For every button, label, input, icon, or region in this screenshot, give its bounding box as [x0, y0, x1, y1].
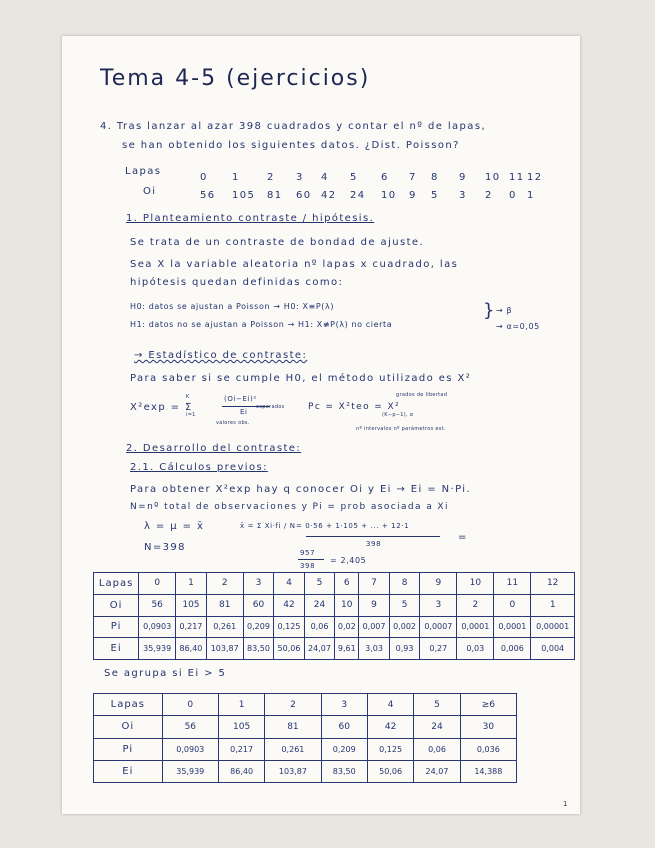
- mean-tail: =: [458, 532, 468, 543]
- cell-pi: 0,002: [389, 616, 420, 638]
- cell-lapas: ≥6: [460, 694, 516, 716]
- cell-pi: 0,0001: [494, 616, 531, 638]
- cell-oi: 2: [457, 594, 494, 616]
- cell-ei: 103,87: [206, 638, 243, 660]
- row-label-ei: Ei: [94, 760, 163, 782]
- data-table-oi-cell: 0: [509, 190, 517, 201]
- table-row: [94, 573, 575, 595]
- cell-lapas: 5: [304, 573, 335, 595]
- statistic-heading: → Estadístico de contraste:: [134, 350, 308, 361]
- formula-note-observed: valores obs.: [216, 420, 250, 426]
- cell-oi: 0: [494, 594, 531, 616]
- problem-line-1: 4. Tras lanzar al azar 398 cuadrados y contar el nº de lapas,: [100, 121, 487, 132]
- row-label-lapas: Lapas: [94, 573, 139, 595]
- data-table-oi-cell: 60: [296, 190, 312, 201]
- data-table-lapas-cell: 4: [321, 172, 329, 183]
- cell-oi: 3: [420, 594, 457, 616]
- formula-left: X²exp = Σ: [130, 402, 193, 413]
- degrees-of-freedom-note: grados de libertad: [396, 392, 448, 398]
- data-table-lapas-cell: 5: [350, 172, 358, 183]
- data-table-lapas-cell: 3: [296, 172, 304, 183]
- frequency-table: [93, 572, 575, 660]
- row-label-pi: Pi: [94, 738, 163, 760]
- statistic-line-1: Para saber si se cumple H0, el método utilizado es X²: [130, 373, 472, 384]
- cell-ei: 103,87: [265, 760, 321, 782]
- cell-ei: 0,03: [457, 638, 494, 660]
- cell-oi: 81: [206, 594, 243, 616]
- page-number: 1: [563, 800, 568, 808]
- cell-lapas: 3: [243, 573, 274, 595]
- table-row: [94, 738, 517, 760]
- data-table-lapas-cell: 8: [431, 172, 439, 183]
- data-table-lapas-cell: 1: [232, 172, 240, 183]
- cell-lapas: 11: [494, 573, 531, 595]
- cell-ei: 50,06: [274, 638, 305, 660]
- brace-icon: }: [483, 300, 495, 321]
- cell-lapas: 12: [531, 573, 575, 595]
- cell-ei: 3,03: [359, 638, 390, 660]
- data-table-oi-cell: 9: [409, 190, 417, 201]
- table-row: [94, 638, 575, 660]
- beta-note: → β: [496, 306, 513, 315]
- cell-pi: 0,261: [206, 616, 243, 638]
- cell-ei: 24,07: [414, 760, 460, 782]
- cell-oi: 56: [139, 594, 176, 616]
- cell-ei: 83,50: [243, 638, 274, 660]
- section1-heading: 1. Planteamiento contraste / hipótesis.: [126, 213, 375, 224]
- cell-pi: 0,06: [414, 738, 460, 760]
- table-row: [94, 760, 517, 782]
- formula-note-expected: esperados: [256, 404, 285, 410]
- cell-ei: 50,06: [367, 760, 413, 782]
- row-label-pi: Pi: [94, 616, 139, 638]
- cell-oi: 105: [218, 716, 264, 738]
- cell-ei: 86,40: [218, 760, 264, 782]
- cell-pi: 0,0007: [420, 616, 457, 638]
- cell-lapas: 1: [218, 694, 264, 716]
- mean-fraction-bar: [306, 536, 440, 537]
- data-table-lapas-cell: 7: [409, 172, 417, 183]
- cell-lapas: 4: [274, 573, 305, 595]
- chi-square-formula: [130, 392, 510, 438]
- cell-lapas: 7: [359, 573, 390, 595]
- data-table-oi-cell: 56: [200, 190, 216, 201]
- formula-sup: K: [186, 394, 190, 400]
- mean-result: = 2,405: [330, 556, 367, 565]
- section2-sub: 2.1. Cálculos previos:: [130, 462, 268, 473]
- data-table-oi-cell: 3: [459, 190, 467, 201]
- cell-lapas: 2: [265, 694, 321, 716]
- row-label-oi: Oi: [94, 716, 163, 738]
- cell-ei: 0,004: [531, 638, 575, 660]
- cell-pi: 0,007: [359, 616, 390, 638]
- problem-line-2: se han obtenido los siguientes datos. ¿Dist. Poisson?: [122, 140, 460, 151]
- section1-p1: Se trata de un contraste de bondad de ajuste.: [130, 237, 425, 248]
- data-table-lapas-cell: 6: [381, 172, 389, 183]
- formula-right-sub: (K−p−1), α: [382, 412, 414, 418]
- data-table-oi-cell: 24: [350, 190, 366, 201]
- cell-oi: 9: [359, 594, 390, 616]
- data-table-lapas-cell: 12: [527, 172, 543, 183]
- cell-ei: 14,388: [460, 760, 516, 782]
- cell-pi: 0,036: [460, 738, 516, 760]
- cell-ei: 35,939: [139, 638, 176, 660]
- group-note: Se agrupa si Ei > 5: [104, 668, 227, 679]
- mean-eq-1-den: 398: [366, 540, 382, 548]
- section1-p2: Sea X la variable aleatoria nº lapas x cuadrado, las: [130, 259, 459, 270]
- data-table: [125, 166, 555, 206]
- formula-sub: i=1: [186, 412, 196, 418]
- row-label-lapas: Lapas: [94, 694, 163, 716]
- section2-p1: Para obtener X²exp hay q conocer Oi y Ei → Ei = N·Pi.: [130, 484, 472, 495]
- cell-ei: 0,006: [494, 638, 531, 660]
- cell-lapas: 2: [206, 573, 243, 595]
- section2-p2: N=nº total de observaciones y Pi = prob asociada a Xi: [130, 502, 449, 512]
- section2-heading: 2. Desarrollo del contraste:: [126, 443, 302, 454]
- mean-eq-2-num: 957: [300, 549, 316, 557]
- data-table-lapas-cell: 2: [267, 172, 275, 183]
- data-table-row-label-lapas: Lapas: [125, 166, 162, 177]
- data-table-oi-cell: 5: [431, 190, 439, 201]
- data-table-lapas-cell: 11: [509, 172, 525, 183]
- row-label-ei: Ei: [94, 638, 139, 660]
- cell-ei: 86,40: [176, 638, 207, 660]
- cell-ei: 9,61: [335, 638, 359, 660]
- data-table-lapas-cell: 10: [485, 172, 501, 183]
- data-table-oi-cell: 81: [267, 190, 283, 201]
- cell-pi: 0,06: [304, 616, 335, 638]
- cell-ei: 0,93: [389, 638, 420, 660]
- data-table-lapas-cell: 0: [200, 172, 208, 183]
- cell-oi: 42: [367, 716, 413, 738]
- table-row: [94, 716, 517, 738]
- alpha-note: → α=0,05: [496, 322, 540, 331]
- cell-pi: 0,00001: [531, 616, 575, 638]
- mean-eq-1: = 0·56 + 1·105 + ... + 12·1: [296, 522, 410, 530]
- cell-pi: 0,217: [218, 738, 264, 760]
- cell-pi: 0,0903: [162, 738, 218, 760]
- data-table-oi-cell: 105: [232, 190, 256, 201]
- table-row: [94, 694, 517, 716]
- cell-lapas: 8: [389, 573, 420, 595]
- cell-lapas: 0: [162, 694, 218, 716]
- grouped-table: [93, 693, 517, 783]
- data-table-oi-cell: 2: [485, 190, 493, 201]
- cell-oi: 60: [243, 594, 274, 616]
- cell-lapas: 9: [420, 573, 457, 595]
- lambda-eq: λ = μ = x̄: [144, 521, 205, 532]
- cell-oi: 81: [265, 716, 321, 738]
- cell-pi: 0,02: [335, 616, 359, 638]
- cell-lapas: 4: [367, 694, 413, 716]
- formula-right-note: nº intervalos nº parámetros est.: [356, 426, 446, 432]
- cell-pi: 0,0001: [457, 616, 494, 638]
- formula-right: Pc = X²teo = X²: [308, 402, 401, 412]
- data-table-oi-cell: 10: [381, 190, 397, 201]
- cell-oi: 56: [162, 716, 218, 738]
- formula-numerator: (Oi−Ei)²: [224, 395, 257, 403]
- xbar-formula: x̄ = Σ Xi·fi / N: [240, 522, 296, 530]
- cell-ei: 83,50: [321, 760, 367, 782]
- cell-oi: 24: [414, 716, 460, 738]
- cell-oi: 105: [176, 594, 207, 616]
- table-row: [94, 616, 575, 638]
- data-table-row-label-oi: Oi: [143, 186, 157, 197]
- cell-pi: 0,0903: [139, 616, 176, 638]
- page-title: Tema 4-5 (ejercicios): [100, 66, 371, 91]
- table-row: [94, 594, 575, 616]
- cell-lapas: 5: [414, 694, 460, 716]
- cell-lapas: 10: [457, 573, 494, 595]
- cell-lapas: 3: [321, 694, 367, 716]
- cell-pi: 0,217: [176, 616, 207, 638]
- n-value: N=398: [144, 542, 186, 553]
- hypothesis-h1: H1: datos no se ajustan a Poisson → H1: X≢P(λ) no cierta: [130, 320, 393, 329]
- cell-pi: 0,209: [321, 738, 367, 760]
- hypothesis-h0: H0: datos se ajustan a Poisson → H0: X≡P(λ): [130, 302, 335, 311]
- cell-oi: 10: [335, 594, 359, 616]
- cell-lapas: 6: [335, 573, 359, 595]
- formula-denominator: Ei: [240, 408, 248, 416]
- cell-oi: 30: [460, 716, 516, 738]
- data-table-lapas-cell: 9: [459, 172, 467, 183]
- mean-fraction-bar-2: [298, 559, 324, 560]
- cell-oi: 42: [274, 594, 305, 616]
- cell-oi: 1: [531, 594, 575, 616]
- row-label-oi: Oi: [94, 594, 139, 616]
- data-table-oi-cell: 1: [527, 190, 535, 201]
- cell-ei: 24,07: [304, 638, 335, 660]
- cell-pi: 0,125: [367, 738, 413, 760]
- cell-pi: 0,125: [274, 616, 305, 638]
- cell-oi: 60: [321, 716, 367, 738]
- cell-pi: 0,261: [265, 738, 321, 760]
- cell-ei: 0,27: [420, 638, 457, 660]
- cell-lapas: 0: [139, 573, 176, 595]
- mean-eq-2-den: 398: [300, 562, 316, 570]
- cell-pi: 0,209: [243, 616, 274, 638]
- section1-p3: hipótesis quedan definidas como:: [130, 277, 344, 288]
- cell-ei: 35,939: [162, 760, 218, 782]
- data-table-oi-cell: 42: [321, 190, 337, 201]
- cell-lapas: 1: [176, 573, 207, 595]
- cell-oi: 5: [389, 594, 420, 616]
- cell-oi: 24: [304, 594, 335, 616]
